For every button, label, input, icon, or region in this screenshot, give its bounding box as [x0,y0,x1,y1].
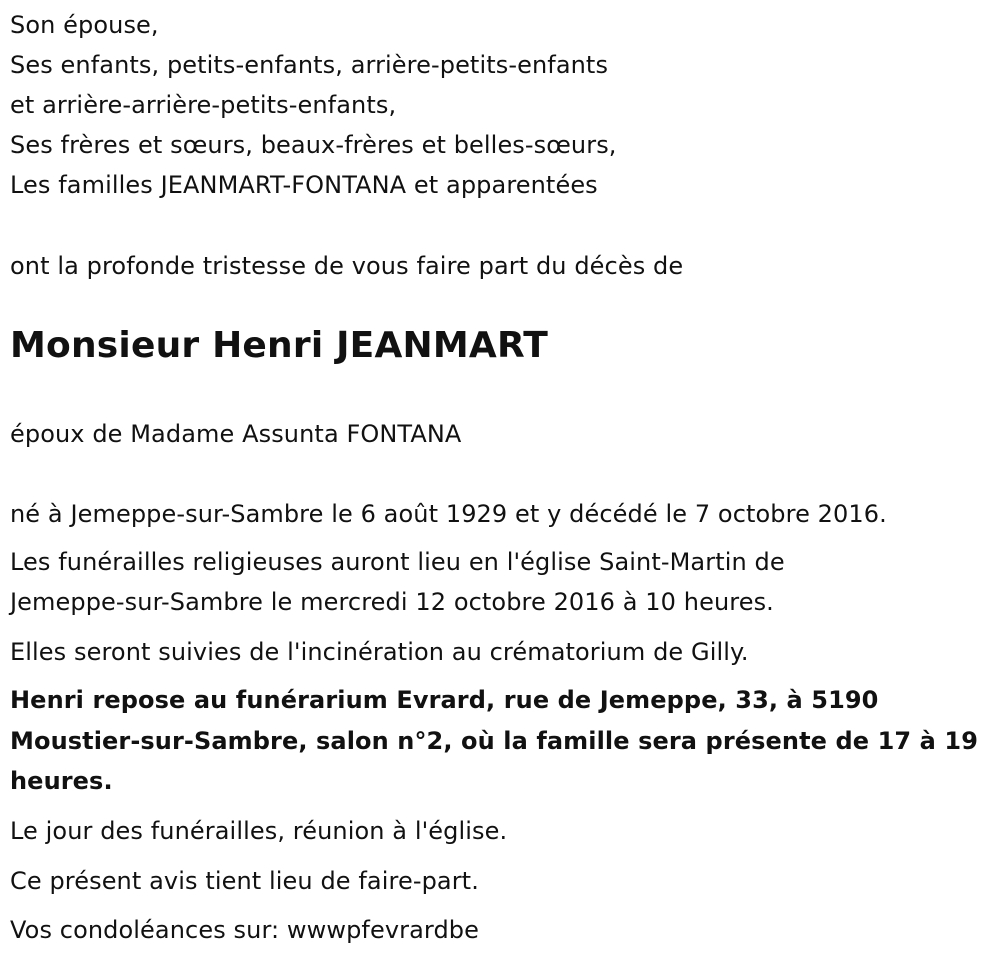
family-line-children: Ses enfants, petits-enfants, arrière-petits-enfants [10,51,609,79]
cremation-line: Elles seront suivies de l'incinération au crématorium de Gilly. [10,638,749,666]
visitation-line-2: Moustier-sur-Sambre, salon n°2, où la famille sera présente de 17 à 19 [10,727,979,755]
visitation-line-1: Henri repose au funérarium Evrard, rue de Jemeppe, 33, à 5190 [10,686,879,714]
family-line-spouse: Son épouse, [10,11,159,39]
announcement-text: ont la profonde tristesse de vous faire part du décès de [10,252,684,280]
family-line-great-grandchildren: et arrière-arrière-petits-enfants, [10,91,397,119]
funeral-line-1: Les funérailles religieuses auront lieu en l'église Saint-Martin de [10,548,785,576]
visitation-line-3: heures. [10,767,113,795]
spouse-line: époux de Madame Assunta FONTANA [10,420,462,448]
meeting-line: Le jour des funérailles, réunion à l'église. [10,817,508,845]
family-line-siblings: Ses frères et sœurs, beaux-frères et belles-sœurs, [10,131,617,159]
deceased-name: Monsieur Henri JEANMART [10,325,549,366]
birth-death-line: né à Jemeppe-sur-Sambre le 6 août 1929 et y décédé le 7 octobre 2016. [10,500,887,528]
funeral-line-2: Jemeppe-sur-Sambre le mercredi 12 octobre 2016 à 10 heures. [10,588,774,616]
notice-line: Ce présent avis tient lieu de faire-part. [10,867,479,895]
condolences-line: Vos condoléances sur: wwwpfevrardbe [10,916,479,944]
family-line-families: Les familles JEANMART-FONTANA et apparentées [10,171,598,199]
